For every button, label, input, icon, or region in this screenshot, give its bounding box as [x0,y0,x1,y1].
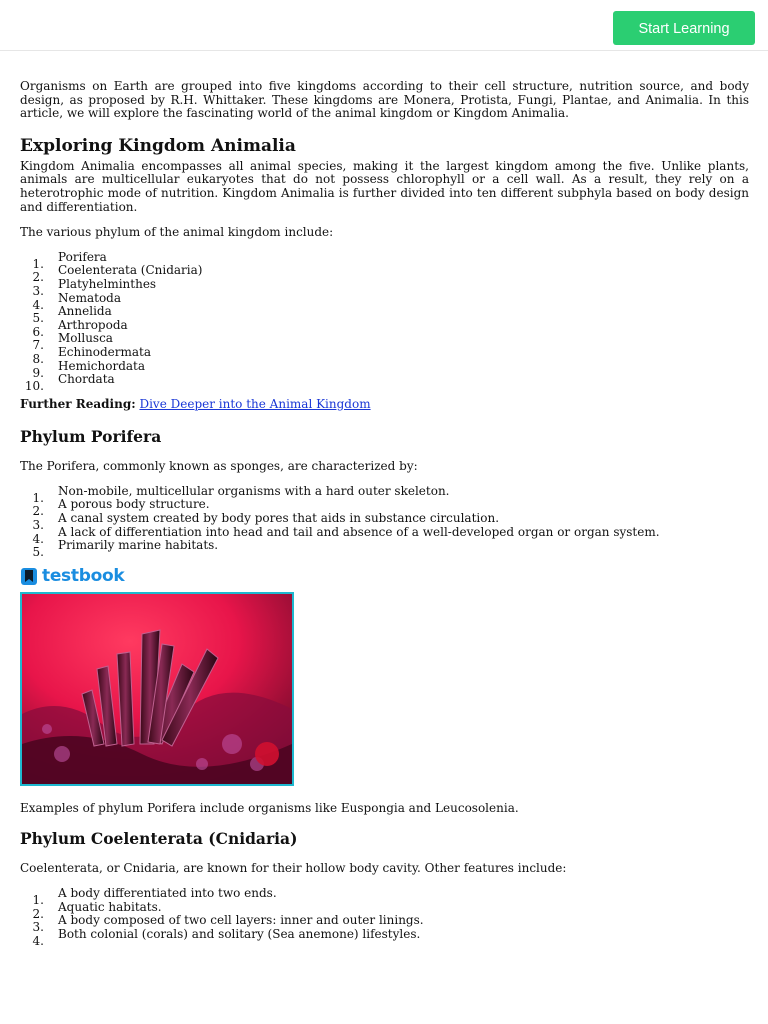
list-item: 9. Hemichordata [32,358,146,380]
testbook-logo [20,565,749,587]
sponge-photo [20,592,294,786]
sponge-image [22,594,292,784]
list-item: 1. Non-mobile, multicellular organisms with a hard outer skeleton. [32,483,450,505]
further-reading [20,398,749,412]
intro-paragraph: Organisms on Earth are grouped into five kingdoms according to their cell structure, nutrition source, and body design, as proposed by R.H. Whittaker. These kingdoms are Monera, Protista, Fungi, Plantae, and Animalia. In this article, we will explore the fascinating world of the animal kingdom or Kingdom Animalia. [20,79,749,121]
porifera-examples: Examples of phylum Porifera include organisms like Euspongia and Leucosolenia. [20,800,519,815]
article-content [20,79,749,948]
list-item: 8. Echinodermata [32,344,152,366]
list-item: 5. Annelida [32,304,112,326]
list-item: 1. Porifera [32,249,107,271]
list-item: 3. Platyhelminthes [32,276,157,298]
list-item: 4. Both colonial (corals) and solitary (Sea anemone) lifestyles. [32,926,421,948]
list-item: 2. Coelenterata (Cnidaria) [32,263,203,285]
coelenterata-intro: Coelenterata, or Cnidaria, are known for their hollow body cavity. Other features include: [20,861,567,876]
testbook-logo-text: testbook [42,565,125,586]
animalia-paragraph: Kingdom Animalia encompasses all animal species, making it the largest kingdom among the five. Unlike plants, animals are multicellular eukaryotes that do not possess chlorophyll or a cell wall. As a result, they rely on a heterotrophic mode of nutrition. Kingdom Animalia is further divided into ten different subphyla based on body design and differentiation. [20,158,749,214]
phylum-list [20,249,749,394]
list-item: 1. A body differentiated into two ends. [32,886,277,908]
heading-porifera: Phylum Porifera [20,427,162,447]
list-item: 10. Chordata [24,372,115,394]
list-item: 2. A porous body structure. [32,497,210,519]
heading-coelenterata: Phylum Coelenterata (Cnidaria) [20,829,298,849]
coelenterata-feature-list [20,886,749,948]
further-reading-link[interactable]: Dive Deeper into the Animal Kingdom [139,396,371,411]
list-item: 4. A lack of differentiation into head and tail and absence of a well-developed organ or organ system. [32,524,660,546]
list-item: 4. Nematoda [32,290,122,312]
start-learning-button[interactable]: Start Learning [613,11,755,45]
testbook-logo-icon [20,566,38,586]
heading-kingdom-animalia: Exploring Kingdom Animalia [20,135,296,156]
list-item: 6. Arthropoda [32,317,128,339]
list-item: 3. A canal system created by body pores that aids in substance circulation. [32,511,500,533]
list-item: 7. Mollusca [32,331,113,353]
porifera-intro: The Porifera, commonly known as sponges, are characterized by: [20,459,418,474]
list-item: 5. Primarily marine habitats. [32,538,219,560]
list-item: 3. A body composed of two cell layers: inner and outer linings. [32,913,424,935]
porifera-feature-list [20,483,749,560]
list-item: 2. Aquatic habitats. [32,899,162,921]
top-bar [0,0,768,51]
further-reading-label: Further Reading: [20,396,136,411]
phylum-list-intro: The various phylum of the animal kingdom include: [20,225,334,240]
